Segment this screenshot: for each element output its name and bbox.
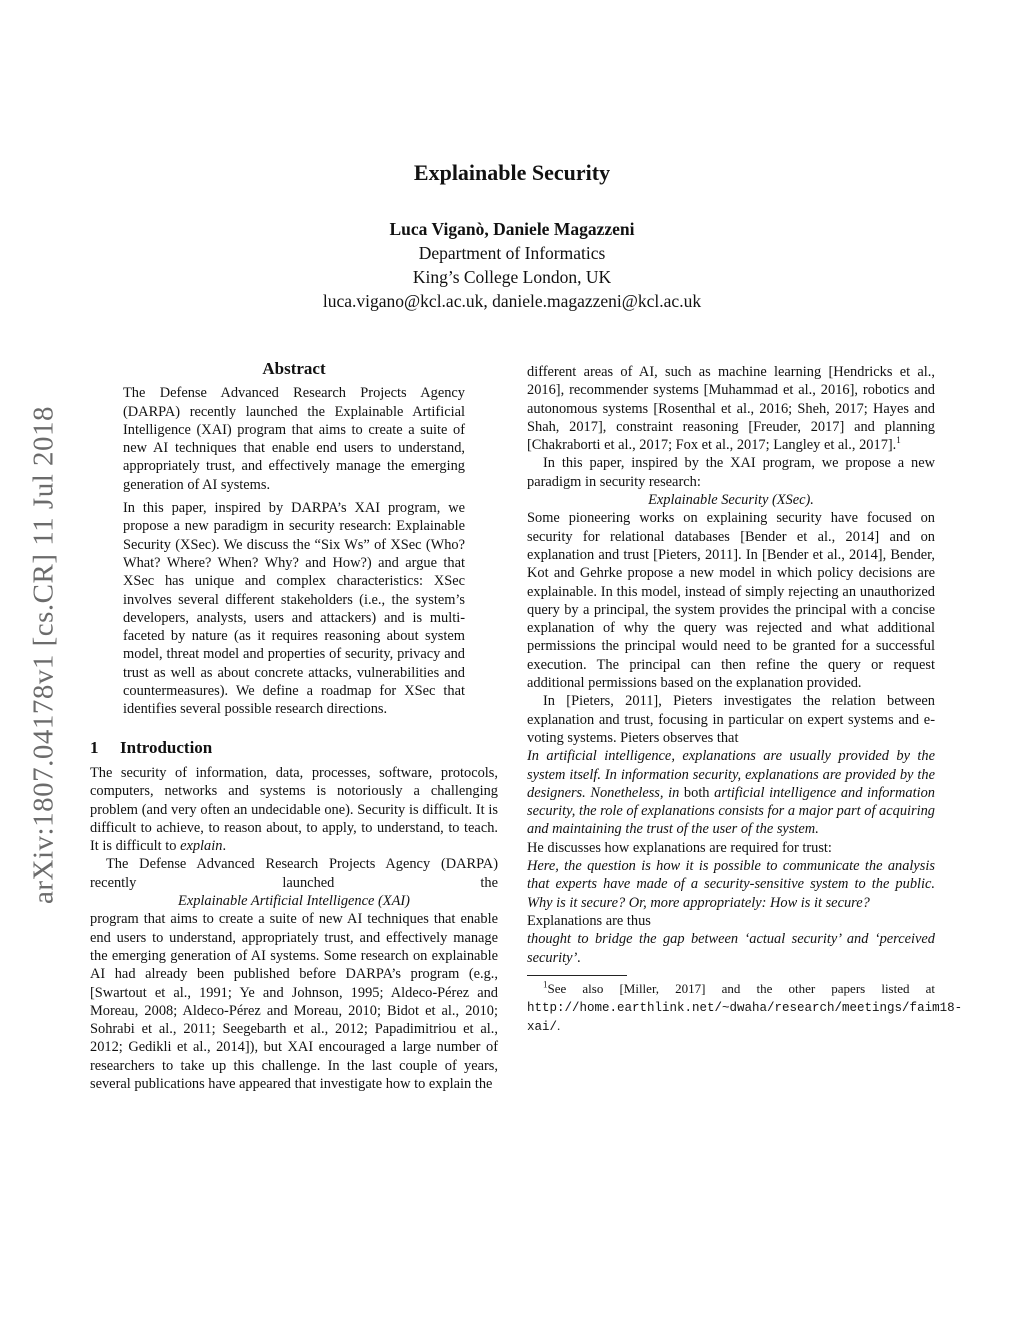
section-number: 1: [90, 737, 99, 757]
arxiv-stamp-text: arXiv:1807.04178v1 [cs.CR] 11 Jul 2018: [27, 405, 60, 905]
right-column: [527, 363, 963, 1036]
author-institution: King’s College London, UK: [412, 267, 612, 287]
xai-program-name: Explainable Artificial Intelligence (XAI): [178, 893, 410, 910]
left-column: [90, 360, 498, 1093]
arxiv-identifier-stamp: [0, 0, 60, 1325]
footnote: [527, 979, 963, 1036]
xsec-paradigm-name: Explainable Security (XSec).: [648, 492, 814, 509]
footnote-text: See also [Miller, 2017] and the other papers listed at: [547, 980, 935, 996]
author-department: Department of Informatics: [418, 243, 606, 263]
pieters-quote-3: thought to bridge the gap between ‘actual security’ and ‘perceived security’.: [527, 931, 935, 966]
abstract-paragraph-1: The Defense Advanced Research Projects Agency (DARPA) recently launched the Explainable Artificial Intelligence (XAI) program that aims to create a suite of new AI techniques that enable end users to understand, appropriately trust, and effectively manage the emerging generation of AI systems.: [123, 385, 465, 493]
paper-title: Explainable Security: [413, 160, 611, 185]
footnote-marker[interactable]: 1: [896, 435, 901, 446]
quote-1-text: In artificial intelligence, explanations are usually provided by the system itself. In information security, explanations are provided by the designers. Nonetheless, in: [527, 748, 935, 801]
abstract: [123, 360, 465, 719]
right-paragraph-1: [527, 363, 935, 454]
intro-text-end: .: [222, 838, 227, 855]
footnote-number: 1: [543, 979, 548, 990]
author-names: Luca Viganò, Daniele Magazzeni: [389, 219, 635, 239]
intro-paragraph-3: program that aims to create a suite of new AI techniques that enable end users to understand, appropriately trust, and effectively manage the emerging generation of AI systems. Some research on explainable AI had already been published before DARPA’s program (e.g., [Swartout et al., 1991; Ye and Johnson, 1995; Aldeco-Pérez and Moreau, 2008; Aldeco-Pérez and Moreau, 2010; Bidot et al., 2010; Sohrabi et al., 2011; Seegebarth et al., 2012; Papadimitriou et al., 2012; Gedikli et al., 2014]), but XAI encouraged a large number of researchers to take up this challenge. In the last couple of years, several publications have appeared that investigate how to explain the: [90, 911, 498, 1092]
quote-1-emphasis: both: [683, 784, 710, 801]
abstract-heading: Abstract: [262, 359, 326, 378]
right-paragraph-6: Explanations are thus: [527, 912, 651, 929]
right-paragraph-5: He discusses how explanations are required for trust:: [527, 839, 832, 856]
intro-text: The security of information, data, processes, software, protocols, computers, networks and systems is notoriously a challenging problem (and very often an undecidable one). Security is difficult. It is difficult to achieve, to reason about, to apply, to understand, to teach. It is difficult to: [90, 764, 498, 855]
right-paragraph-4: In [Pieters, 2011], Pieters investigates the relation between explanation and trust, focusing in particular on expert systems and e-voting systems. Pieters observes that: [527, 693, 935, 746]
footnote-period: .: [557, 1017, 561, 1033]
intro-paragraph-2: The Defense Advanced Research Projects Agency (DARPA) recently launched the: [90, 856, 498, 891]
intro-emphasis-explain: explain: [180, 838, 223, 855]
author-block: [0, 217, 1024, 313]
ai-areas-text: different areas of AI, such as machine learning [Hendricks et al., 2016], recommender systems [Muhammad et al., 2016], robotics and autonomous systems [Rosenthal et al., 2016; Sheh, 2017; Hayes and Shah, 2017], constraint reasoning [Freuder, 2017] and planning [Chakraborti et al., 2017; Fox et al., 2017; Langley et al., 2017].: [527, 364, 935, 454]
author-emails: luca.vigano@kcl.ac.uk, daniele.magazzeni@kcl.ac.uk: [322, 291, 702, 311]
intro-paragraph-1: [90, 764, 498, 855]
right-paragraph-2: In this paper, inspired by the XAI program, we propose a new paradigm in security research:: [527, 455, 935, 490]
abstract-paragraph-2: In this paper, inspired by DARPA’s XAI program, we propose a new paradigm in security research: Explainable Security (XSec). We discuss the “Six Ws” of XSec (Who? What? Where? When? Why? and How?) and argue that XSec has unique and complex characteristics: XSec involves several different stakeholders (i.e., the system’s developers, analysts, users and attackers) and is multi-faceted by nature (as it requires reasoning about system model, threat model and properties of security, privacy and trust as well as about concrete attacks, vulnerabilities and countermeasures). We define a roadmap for XSec that identifies several possible research directions.: [123, 500, 465, 718]
footnote-url-link[interactable]: http://home.earthlink.net/~dwaha/research/meetings/faim18-xai/: [527, 1000, 963, 1034]
right-paragraph-3: Some pioneering works on explaining security have focused on security for relational databases [Bender et al., 2014] and on explanation and trust [Pieters, 2011]. In [Bender et al., 2014], Bender, Kot and Gehrke propose a new model in which policy decisions are explainable. In this model, instead of simply rejecting an unauthorized query by a principal, the system provides the principal with a concise explanation of why the query was rejected and what additional permissions the principal would need to be granted for a successful execution. The principal can then refine the query or request additional permissions based on the explanation provided.: [527, 510, 935, 692]
quote-1-text-end: artificial intelligence and information security, the role of explanations consists for a major part of acquiring and maintaining the trust of the user of the system.: [527, 784, 935, 838]
pieters-quote-2: Here, the question is how it is possible to communicate the analysis that experts have made of a security-sensitive system to the public. Why is it secure? Or, more appropriately: How is it secure?: [527, 858, 935, 911]
section-title: Introduction: [120, 737, 213, 757]
footnote-divider: [527, 975, 627, 976]
pieters-quote-1: [527, 747, 935, 838]
section-heading-introduction: [90, 739, 498, 757]
